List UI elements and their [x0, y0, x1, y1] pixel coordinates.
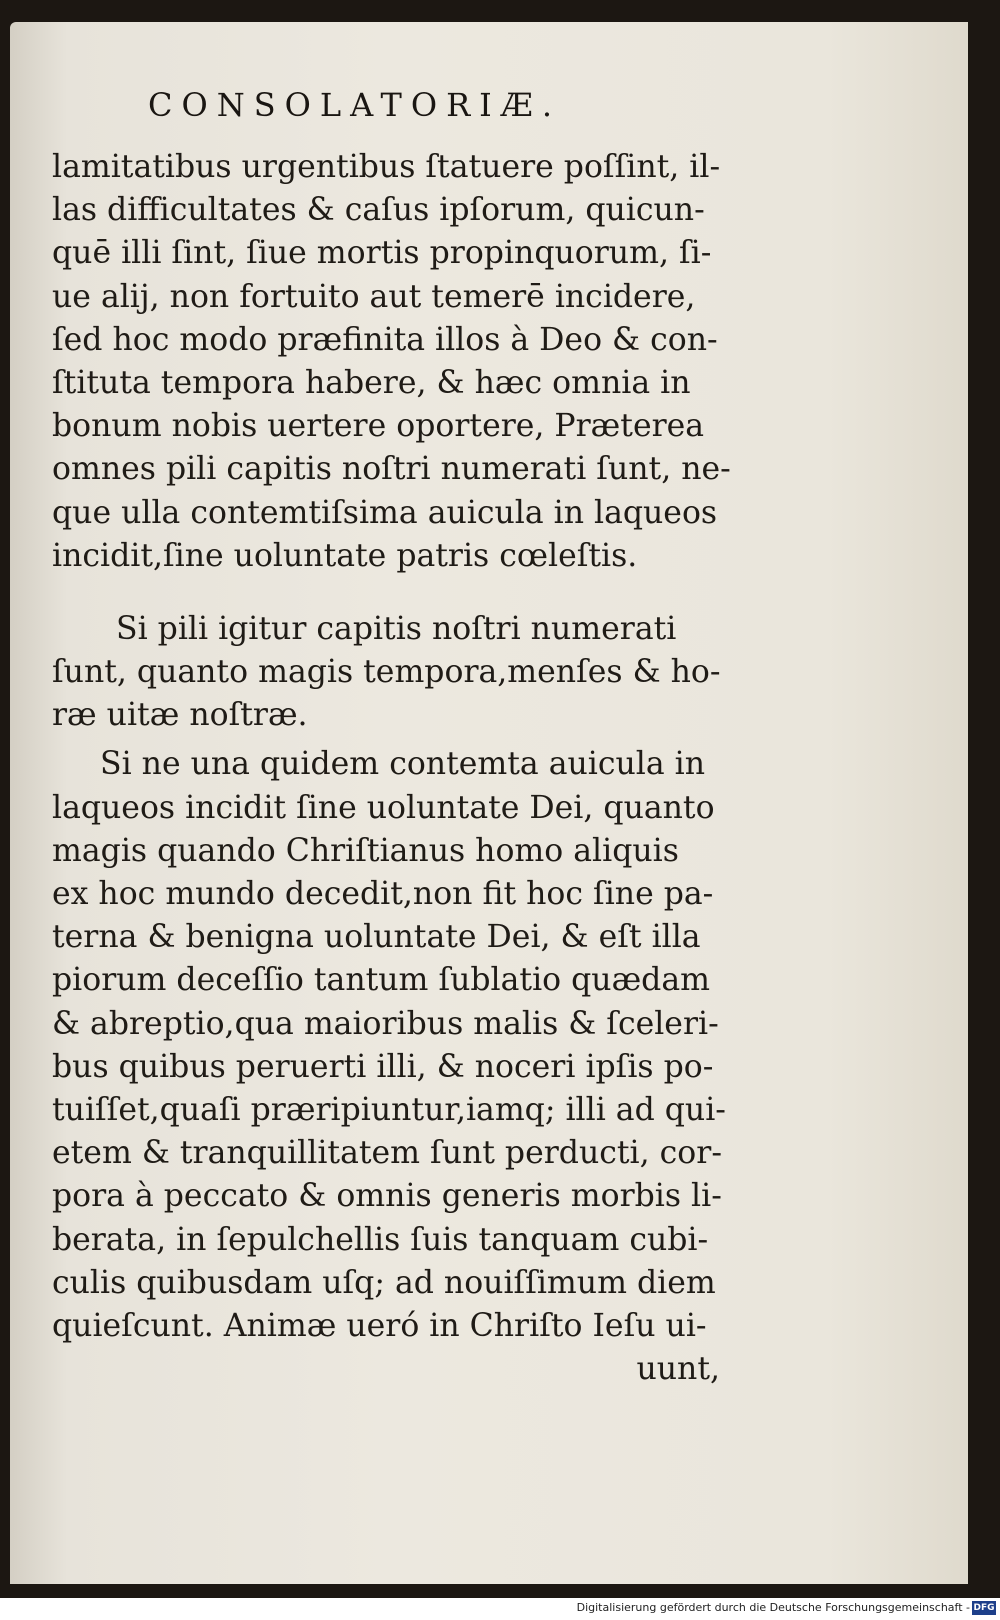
- text-line: ræ uitæ noſtræ.: [52, 697, 308, 734]
- text-line: que ulla contemtiſsima auicula in laqueos: [52, 494, 718, 531]
- footer-bar: [0, 1598, 1000, 1620]
- text-line: las difficultates & caſus ipſorum, quicun-: [52, 192, 705, 229]
- text-line: incidit,ſine uoluntate patris cœleſtis.: [52, 537, 638, 574]
- text-line: ſtituta tempora habere, & hæc omnia in: [52, 364, 691, 401]
- text-line: berata, in ſepulchellis ſuis tanquam cubi-: [52, 1221, 709, 1258]
- dfg-logo-icon: DFG: [973, 1603, 995, 1613]
- text-line: bonum nobis uertere oportere, Præterea: [52, 408, 705, 445]
- text-line: omnes pili capitis noſtri numerati ſunt, ne-: [52, 451, 731, 488]
- text-line: & abreptio,qua maioribus malis & ſceleri-: [52, 1005, 719, 1042]
- text-line: ex hoc mundo decedit,non fit hoc ſine pa-: [52, 876, 714, 912]
- text-line: ſed hoc modo præfinita illos à Deo & con-: [52, 321, 718, 358]
- text-line: piorum deceſſio tantum ſublatio quædam: [52, 962, 710, 999]
- running-head: CONSOLATORIÆ.: [148, 86, 561, 124]
- page-body: [52, 146, 731, 1391]
- funding-credit: Digitalisierung gefördert durch die Deutsche Forschungsgemeinschaft -: [576, 1601, 970, 1614]
- text-line: terna & benigna uoluntate Dei, & eſt illa: [52, 919, 701, 956]
- text-line: laqueos incidit ſine uoluntate Dei, quanto: [52, 789, 715, 826]
- paragraph-3: [52, 743, 726, 1348]
- text-line: magis quando Chriſtianus homo aliquis: [52, 832, 679, 869]
- text-line: tuiſſet,quaſi præripiuntur,iamq; illi ad qui-: [52, 1091, 726, 1128]
- text-line: ſunt, quanto magis tempora,menſes & ho-: [52, 654, 721, 691]
- text-line: ue alij, non fortuito aut temerē incidere,: [52, 278, 696, 315]
- paragraph-2: [52, 608, 720, 738]
- paragraph-gap: [52, 578, 720, 608]
- text-line: Si pili igitur capitis noſtri numerati: [116, 610, 677, 647]
- text-line: quieſcunt. Animæ ueró in Chriſto Ieſu ui-: [52, 1307, 707, 1344]
- text-line: etem & tranquillitatem ſunt perducti, cor-: [52, 1135, 722, 1172]
- text-line: pora à peccato & omnis generis morbis li-: [52, 1178, 722, 1215]
- paragraph-1: [52, 146, 731, 578]
- text-line: culis quibusdam uſq; ad nouiſſimum diem: [52, 1264, 716, 1301]
- text-line: bus quibus peruerti illi, & noceri ipſis po-: [52, 1048, 714, 1085]
- text-line: Si ne una quidem contemta auicula in: [100, 746, 706, 783]
- catchword: uunt,: [636, 1351, 720, 1388]
- text-line: lamitatibus urgentibus ſtatuere poſſint, il-: [52, 149, 721, 185]
- text-line: quē illi ſint, ſiue mortis propinquorum, ſi-: [52, 235, 712, 272]
